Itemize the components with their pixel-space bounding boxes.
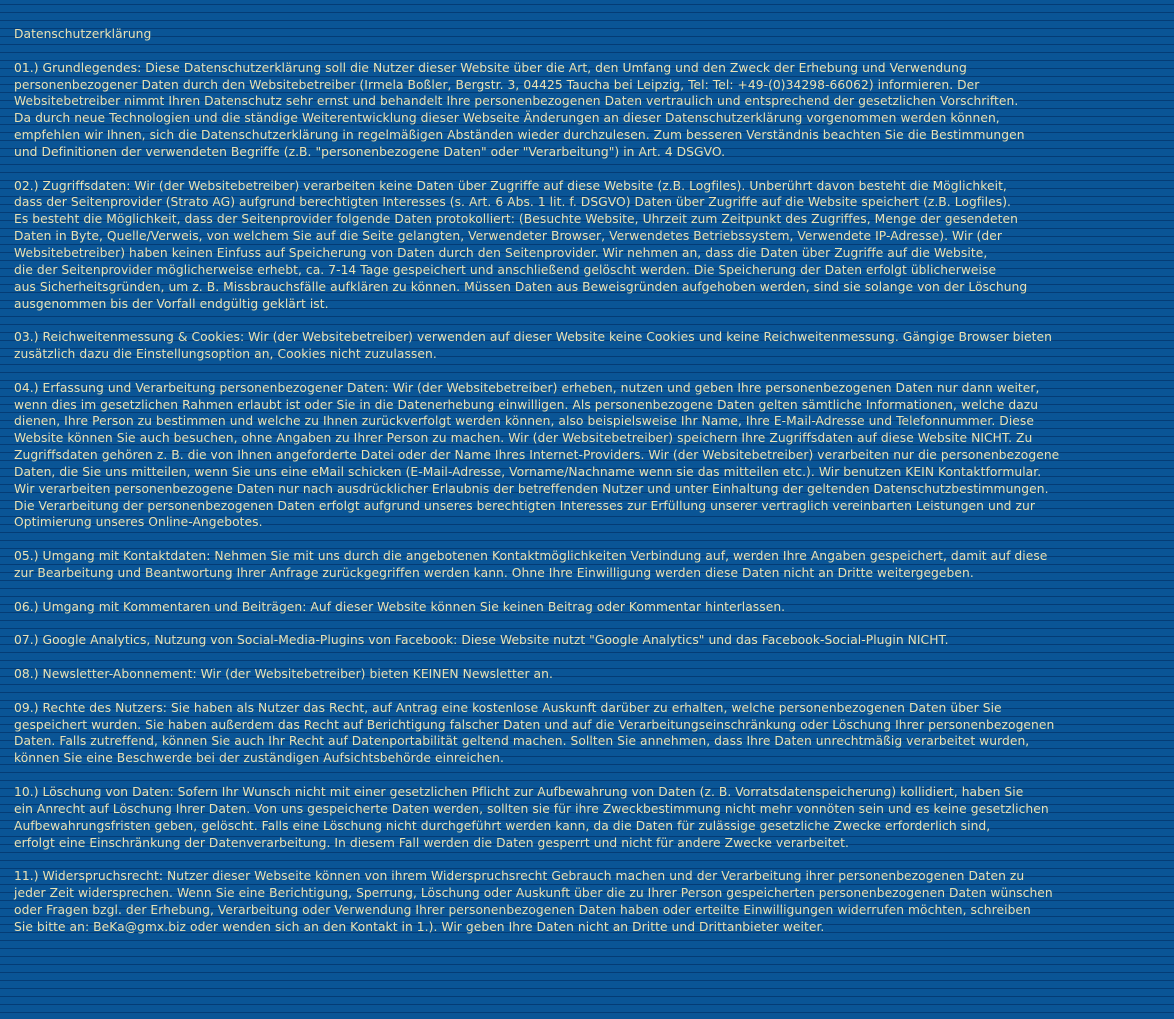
section-line: 08.) Newsletter-Abonnement: Wir (der Websitebetreiber) bieten KEINEN Newsletter an. (14, 667, 553, 682)
section-07-analytics (14, 632, 1164, 649)
section-03-cookies (14, 329, 1164, 363)
section-line: 04.) Erfassung und Verarbeitung personenbezogener Daten: Wir (der Websitebetreiber) erheben, nutzen und geben Ihre personenbezogenen Daten nur dann weiter, (14, 380, 1040, 395)
section-line: 06.) Umgang mit Kommentaren und Beiträgen: Auf dieser Website können Sie keinen Beitrag oder Kommentar hinterlassen. (14, 599, 786, 614)
section-line: 11.) Widerspruchsrecht: Nutzer dieser Webseite können von ihrem Widerspruchsrecht Gebrauch machen und der Verarbeitung ihrer personenbezogenen Daten zu (14, 869, 1025, 884)
section-line: Optimierung unseres Online-Angebotes. (14, 515, 263, 530)
section-line: 10.) Löschung von Daten: Sofern Ihr Wunsch nicht mit einer gesetzlichen Pflicht zur Aufbewahrung von Daten (z. B. Vorratsdatenspeicherung) kollidiert, haben Sie (14, 784, 1024, 799)
section-line: 02.) Zugriffsdaten: Wir (der Websitebetreiber) verarbeiten keine Daten über Zugriffe auf diese Website (z.B. Logfiles). Unberührt davon besteht die Möglichkeit, (14, 178, 1007, 193)
section-line: Daten, die Sie uns mitteilen, wenn Sie uns eine eMail schicken (E-Mail-Adresse, Vorname/Nachname wenn sie das mitteilen etc.). Wir benutzen KEIN Kontaktformular. (14, 464, 1042, 479)
section-02-zugriffsdaten (14, 178, 1164, 313)
section-06-kommentare (14, 599, 1164, 616)
section-line: die der Seitenprovider möglicherweise erhebt, ca. 7-14 Tage gespeichert und anschließend gelöscht werden. Die Speicherung der Daten erfolgt üblicherweise (14, 262, 997, 277)
section-line: jeder Zeit widersprechen. Wenn Sie eine Berichtigung, Sperrung, Löschung oder Auskunft über die zu Ihrer Person gespeicherten personenbezogenen Daten wünschen (14, 886, 1053, 901)
section-line: erfolgt eine Einschränkung der Datenverarbeitung. In diesem Fall werden die Daten gesperrt und nicht für andere Zwecke verarbeitet. (14, 835, 849, 850)
privacy-policy-page (14, 26, 1164, 952)
section-line: 07.) Google Analytics, Nutzung von Social-Media-Plugins von Facebook: Diese Website nutzt "Google Analytics" und das Facebook-Social-Plugin NICHT. (14, 633, 949, 648)
section-line: empfehlen wir Ihnen, sich die Datenschutzerklärung in regelmäßigen Abständen wieder durchzulesen. Zum besseren Verständnis beachten Sie die Bestimmungen (14, 128, 1025, 143)
section-line: gespeichert wurden. Sie haben außerdem das Recht auf Berichtigung falscher Daten und auf die Verarbeitungseinschränkung oder Löschung Ihrer personenbezogenen (14, 717, 1055, 732)
section-line: wenn dies im gesetzlichen Rahmen erlaubt ist oder Sie in die Datenerhebung einwilligen. Als personenbezogene Daten gelten sämtliche Informationen, welche dazu (14, 397, 1039, 412)
section-04-personenbezogene-daten (14, 380, 1164, 532)
section-line: Da durch neue Technologien und die ständige Weiterentwicklung dieser Webseite Änderungen an dieser Datenschutzerklärung vorgenommen werden können, (14, 111, 1000, 126)
section-line: können Sie eine Beschwerde bei der zuständigen Aufsichtsbehörde einreichen. (14, 751, 504, 766)
section-line: Die Verarbeitung der personenbezogenen Daten erfolgt aufgrund unseres berechtigten Interesses zur Erfüllung unserer vertraglich vereinbarten Leistungen und zur (14, 498, 1035, 513)
section-line: Wir verarbeiten personenbezogene Daten nur nach ausdrücklicher Erlaubnis der betreffenden Nutzer und unter Einhaltung der geltenden Datenschutzbestimmungen. (14, 481, 1049, 496)
section-line: ausgenommen bis der Vorfall endgültig geklärt ist. (14, 296, 329, 311)
section-line: Websitebetreiber) haben keinen Einfuss auf Speicherung von Daten durch den Seitenprovider. Wir nehmen an, dass die Daten über Zugriffe auf die Website, (14, 245, 988, 260)
section-line: 03.) Reichweitenmessung & Cookies: Wir (der Websitebetreiber) verwenden auf dieser Website keine Cookies und keine Reichweitenmessung. Gängige Browser bieten (14, 330, 1052, 345)
section-line: und Definitionen der verwendeten Begriffe (z.B. "personenbezogene Daten" oder "Verarbeitung") in Art. 4 DSGVO. (14, 144, 726, 159)
section-line: 05.) Umgang mit Kontaktdaten: Nehmen Sie mit uns durch die angebotenen Kontaktmöglichkeiten Verbindung auf, werden Ihre Angaben gespeichert, damit auf diese (14, 549, 1048, 564)
section-line: Aufbewahrungsfristen geben, gelöscht. Falls eine Löschung nicht durchgeführt werden kann, da die Daten für zulässige gesetzliche Zwecke erforderlich sind, (14, 818, 991, 833)
section-line: aus Sicherheitsgründen, um z. B. Missbrauchsfälle aufklären zu können. Müssen Daten aus Beweisgründen aufgehoben werden, sind sie solange von der Löschung (14, 279, 1028, 294)
section-line: Websitebetreiber nimmt Ihren Datenschutz sehr ernst und behandelt Ihre personenbezogenen Daten vertraulich und entsprechend der gesetzlichen Vorschriften. (14, 94, 1019, 109)
section-line: dienen, Ihre Person zu bestimmen und welche zu Ihnen zurückverfolgt werden können, also beispielsweise Ihr Name, Ihre E-Mail-Adresse und Telefonnummer. Diese (14, 414, 1034, 429)
section-line: 09.) Rechte des Nutzers: Sie haben als Nutzer das Recht, auf Antrag eine kostenlose Auskunft darüber zu erhalten, welche personenbezogenen Daten über Sie (14, 700, 1002, 715)
section-05-kontaktdaten (14, 548, 1164, 582)
section-line: dass der Seitenprovider (Strato AG) aufgrund berechtigten Interesses (s. Art. 6 Abs. 1 lit. f. DSGVO) Daten über Zugriffe auf die Website speichert (z.B. Logfiles). (14, 195, 1011, 210)
section-line: Zugriffsdaten gehören z. B. die von Ihnen angeforderte Datei oder der Name Ihres Internet-Providers. Wir (der Websitebetreiber) verarbeiten nur die personenbezogene (14, 448, 1060, 463)
section-line: Es besteht die Möglichkeit, dass der Seitenprovider folgende Daten protokolliert: (Besuchte Website, Uhrzeit zum Zeitpunkt des Zugriffes, Menge der gesendeten (14, 212, 1018, 227)
section-line: oder Fragen bzgl. der Erhebung, Verarbeitung oder Verwendung Ihrer personenbezogenen Daten haben oder erteilte Einwilligungen widerrufen möchten, schreiben (14, 902, 1031, 917)
section-line: ein Anrecht auf Löschung Ihrer Daten. Von uns gespeicherte Daten werden, sollten sie für ihre Zweckbestimmung nicht mehr vonnöten sein und es keine gesetzlichen (14, 801, 1049, 816)
section-01-grundlegendes (14, 60, 1164, 161)
section-line: 01.) Grundlegendes: Diese Datenschutzerklärung soll die Nutzer dieser Website über die Art, den Umfang und den Zweck der Erhebung und Verwendung (14, 60, 967, 75)
section-line: Website können Sie auch besuchen, ohne Angaben zu Ihrer Person zu machen. Wir (der Websitebetreiber) speichern Ihre Zugriffsdaten auf diese Website NICHT. Zu (14, 431, 1033, 446)
page-title: Datenschutzerklärung (14, 27, 152, 41)
section-line: Daten in Byte, Quelle/Verweis, von welchem Sie auf die Seite gelangten, Verwendeter Browser, Verwendetes Betriebssystem, Verwendete IP-Adresse). Wir (der (14, 229, 1002, 244)
section-line: Daten. Falls zutreffend, können Sie auch Ihr Recht auf Datenportabilität geltend machen. Sollten Sie annehmen, dass Ihre Daten unrechtmäßig verarbeitet wurden, (14, 734, 1030, 749)
section-08-newsletter (14, 666, 1164, 683)
section-line: personenbezogener Daten durch den Websitebetreiber (Irmela Boßler, Bergstr. 3, 04425 Taucha bei Leipzig, Tel: Tel: +49-(0)34298-66062) informieren. Der (14, 77, 980, 92)
section-11-widerspruchsrecht (14, 868, 1164, 935)
section-line: Sie bitte an: BeKa@gmx.biz oder wenden sich an den Kontakt in 1.). Wir geben Ihre Daten nicht an Dritte und Drittanbieter weiter. (14, 919, 825, 934)
section-line: zusätzlich dazu die Einstellungsoption an, Cookies nicht zuzulassen. (14, 347, 437, 362)
section-09-rechte (14, 700, 1164, 767)
section-line: zur Bearbeitung und Beantwortung Ihrer Anfrage zurückgegriffen werden kann. Ohne Ihre Einwilligung werden diese Daten nicht an Dritte weitergegeben. (14, 566, 974, 580)
section-10-loeschung (14, 784, 1164, 851)
